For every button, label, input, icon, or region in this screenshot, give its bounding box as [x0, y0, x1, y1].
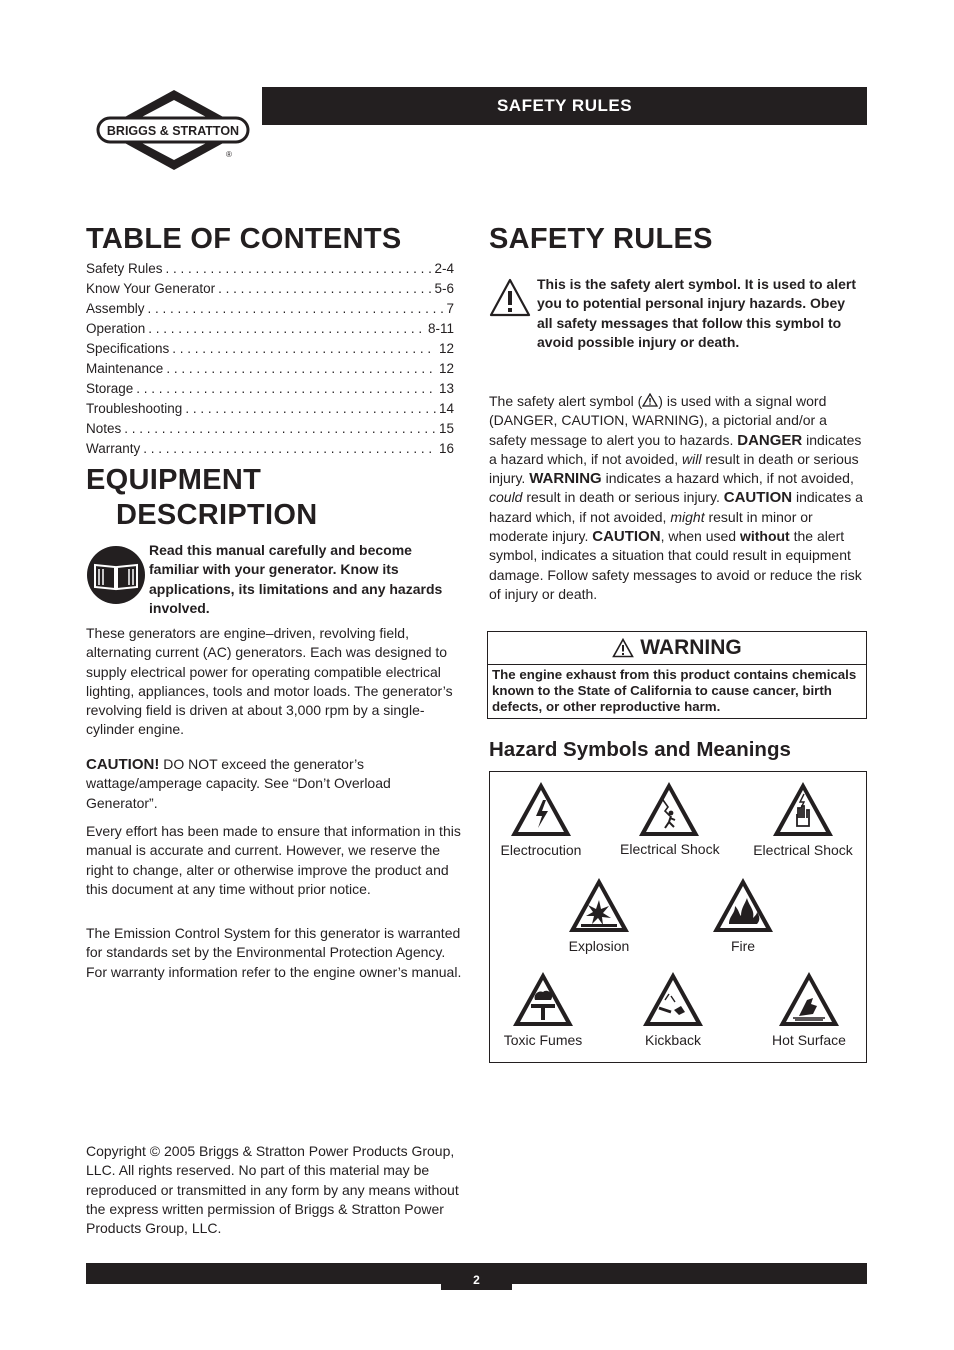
- read-manual-note: Read this manual carefully and become familiar with your generator. Know its applications, its limitations and any hazards involved.: [149, 542, 443, 616]
- hot-surface-icon: [777, 970, 841, 1028]
- signal-text-8: result in minor or moderate injury.: [489, 508, 813, 545]
- signal-text-4: result in death or serious injury.: [489, 450, 859, 487]
- toc-leader-dots: [136, 379, 436, 399]
- toc-leader-dots: [148, 319, 425, 339]
- caution-text: DO NOT exceed the generator’s wattage/amperage capacity. See “Don’t Overload Generator”.: [86, 756, 391, 811]
- equipment-title-line1: EQUIPMENT: [86, 464, 262, 496]
- electrical-shock-icon: [637, 780, 701, 838]
- logo-text: BRIGGS & STRATTON: [106, 124, 240, 138]
- hazard-label: Electrocution: [500, 842, 582, 858]
- word-without: without: [739, 528, 790, 545]
- toc-item-label: Operation: [86, 321, 146, 336]
- warning-alert-icon: [612, 638, 634, 658]
- toc-item: [86, 319, 454, 339]
- toc-item: [86, 439, 454, 459]
- hazard-toxic-fumes: [500, 970, 586, 1048]
- warning-heading-text: WARNING: [640, 636, 742, 659]
- hazard-label: Kickback: [644, 1032, 702, 1048]
- california-warning-box: [487, 631, 867, 719]
- safety-alert-description: This is the safety alert symbol. It is used to alert you to potential personal injury hazards. Obey all safety messages that follow this symbol to avoid possible injury or death.: [537, 276, 856, 350]
- toc-item: [86, 359, 454, 379]
- toxic-fumes-icon: [511, 970, 575, 1028]
- toc-item-label: Warranty: [86, 441, 141, 456]
- hazard-label: Electrical Shock: [753, 842, 853, 858]
- word-danger: DANGER: [737, 431, 803, 449]
- toc-item-page: 7: [446, 301, 454, 316]
- hazard-explosion: [556, 876, 642, 954]
- header-section-title: SAFETY RULES: [496, 96, 633, 115]
- toc-item: [86, 399, 454, 419]
- electrical-shock-hand-icon: [771, 780, 835, 838]
- signal-text-9: , when used: [660, 528, 740, 545]
- warning-body-text: The engine exhaust from this product contains chemicals known to the State of California to cause cancer, birth defects, or other reproductive harm.: [492, 667, 857, 714]
- toc-item-page: 15: [438, 421, 454, 436]
- page-number: 2: [441, 1268, 512, 1290]
- hazard-kickback: [630, 970, 716, 1048]
- kickback-icon: [641, 970, 705, 1028]
- signal-text-1: The safety alert symbol (: [489, 393, 643, 409]
- copyright-notice: Copyright © 2005 Briggs & Stratton Power Products Group, LLC. All rights reserved. No part of this material may be reproduced or transmitted in any form by any means without the express written permission of Briggs & Stratton Power Products Group, LLC.: [86, 1143, 459, 1237]
- hazard-label: Electrical Shock: [620, 841, 720, 857]
- word-could: could: [489, 489, 523, 506]
- toc-title: TABLE OF CONTENTS: [86, 223, 402, 255]
- signal-text-3: indicates a hazard which, if not avoided,: [489, 431, 862, 467]
- hazard-label: Hot Surface: [772, 1032, 846, 1048]
- equipment-paragraph-3: The Emission Control System for this generator is warranted for standards set by the Environmental Protection Agency. For warranty information refer to the engine owner’s manual.: [86, 925, 462, 980]
- equipment-title-line2: DESCRIPTION: [116, 499, 318, 531]
- toc-leader-dots: [166, 259, 432, 279]
- signal-text-2: ) is used with a signal word (DANGER, CAUTION, WARNING), a pictorial and/or a safety message to alert you to hazards.: [489, 393, 827, 448]
- toc-item-page: 5-6: [434, 281, 454, 296]
- toc-item-label: Notes: [86, 421, 122, 436]
- caution-paragraph: [86, 755, 464, 813]
- toc-leader-dots: [172, 339, 436, 359]
- hazard-symbols-title: Hazard Symbols and Meanings: [489, 738, 791, 761]
- signal-words-paragraph: [489, 392, 863, 604]
- signal-text-6: result in death or serious injury.: [522, 489, 724, 506]
- equipment-paragraph-2: Every effort has been made to ensure that information in this manual is accurate and current. However, we reserve the right to change, alter or otherwise improve the product and this document at any time without prior notice.: [86, 823, 461, 897]
- hazard-label: Toxic Fumes: [503, 1032, 583, 1048]
- toc-leader-dots: [143, 439, 436, 459]
- hazard-electrocution: [498, 780, 584, 858]
- word-caution: CAUTION: [723, 489, 793, 507]
- toc-leader-dots: [124, 419, 436, 439]
- word-will: will: [682, 450, 702, 467]
- toc-item-label: Specifications: [86, 341, 170, 356]
- toc-item-page: 13: [438, 381, 454, 396]
- header-bar: [262, 87, 867, 125]
- hazard-label: Fire: [730, 938, 756, 954]
- toc-item-label: Storage: [86, 381, 134, 396]
- hazard-label: Explosion: [568, 938, 630, 954]
- word-might: might: [670, 508, 705, 525]
- hazard-hot-surface: [766, 970, 852, 1048]
- warning-heading: [488, 632, 866, 665]
- toc-item: [86, 339, 454, 359]
- electrocution-icon: [509, 780, 573, 838]
- hazard-electrical-shock-hand: [748, 780, 858, 858]
- signal-text-7: indicates a hazard which, if not avoided,: [489, 489, 863, 525]
- toc-leader-dots: [166, 359, 436, 379]
- toc-item: [86, 299, 454, 319]
- toc-item: [86, 419, 454, 439]
- toc-list: [86, 259, 454, 459]
- toc-item-page: 2-4: [434, 261, 454, 276]
- signal-text-10: the alert symbol, indicates a situation that could result in equipment damage. Follow safety messages to avoid or reduce the risk of injury or death.: [489, 528, 862, 602]
- toc-item-page: 12: [438, 341, 454, 356]
- toc-item-page: 14: [438, 401, 454, 416]
- briggs-stratton-logo: [96, 88, 252, 174]
- equipment-paragraph-1: These generators are engine–driven, revolving field, alternating current (AC) generators. Each was designed to supply electrical power for operating compatible electrical lighting, appliances, tools and motor loads. The generator’s revolving field is driven at about 3,000 rpm by a single-cylinder engine.: [86, 625, 453, 738]
- hazard-electrical-shock: [620, 780, 718, 857]
- toc-item: [86, 259, 454, 279]
- toc-item-label: Know Your Generator: [86, 281, 216, 296]
- explosion-icon: [567, 876, 631, 934]
- toc-item-page: 12: [438, 361, 454, 376]
- toc-item-page: 8-11: [427, 321, 454, 336]
- inline-alert-icon: [642, 393, 658, 407]
- toc-item: [86, 279, 454, 299]
- toc-item-label: Troubleshooting: [86, 401, 183, 416]
- safety-alert-icon: [489, 277, 531, 324]
- registered-mark: ®: [226, 150, 232, 159]
- toc-leader-dots: [185, 399, 436, 419]
- hazard-fire: [700, 876, 786, 954]
- toc-item-label: Safety Rules: [86, 261, 163, 276]
- fire-icon: [711, 876, 775, 934]
- caution-label: CAUTION!: [86, 756, 160, 773]
- book-icon: [86, 545, 146, 610]
- toc-leader-dots: [218, 279, 431, 299]
- toc-leader-dots: [148, 299, 444, 319]
- toc-item: [86, 379, 454, 399]
- hazard-symbols-box: [489, 771, 867, 1063]
- toc-item-page: 16: [438, 441, 454, 456]
- safety-rules-title: SAFETY RULES: [489, 223, 713, 255]
- signal-text-5: indicates a hazard which, if not avoided,: [601, 470, 854, 487]
- word-caution-2: CAUTION: [592, 528, 661, 546]
- toc-item-label: Assembly: [86, 301, 145, 316]
- word-warning: WARNING: [529, 470, 602, 488]
- toc-item-label: Maintenance: [86, 361, 164, 376]
